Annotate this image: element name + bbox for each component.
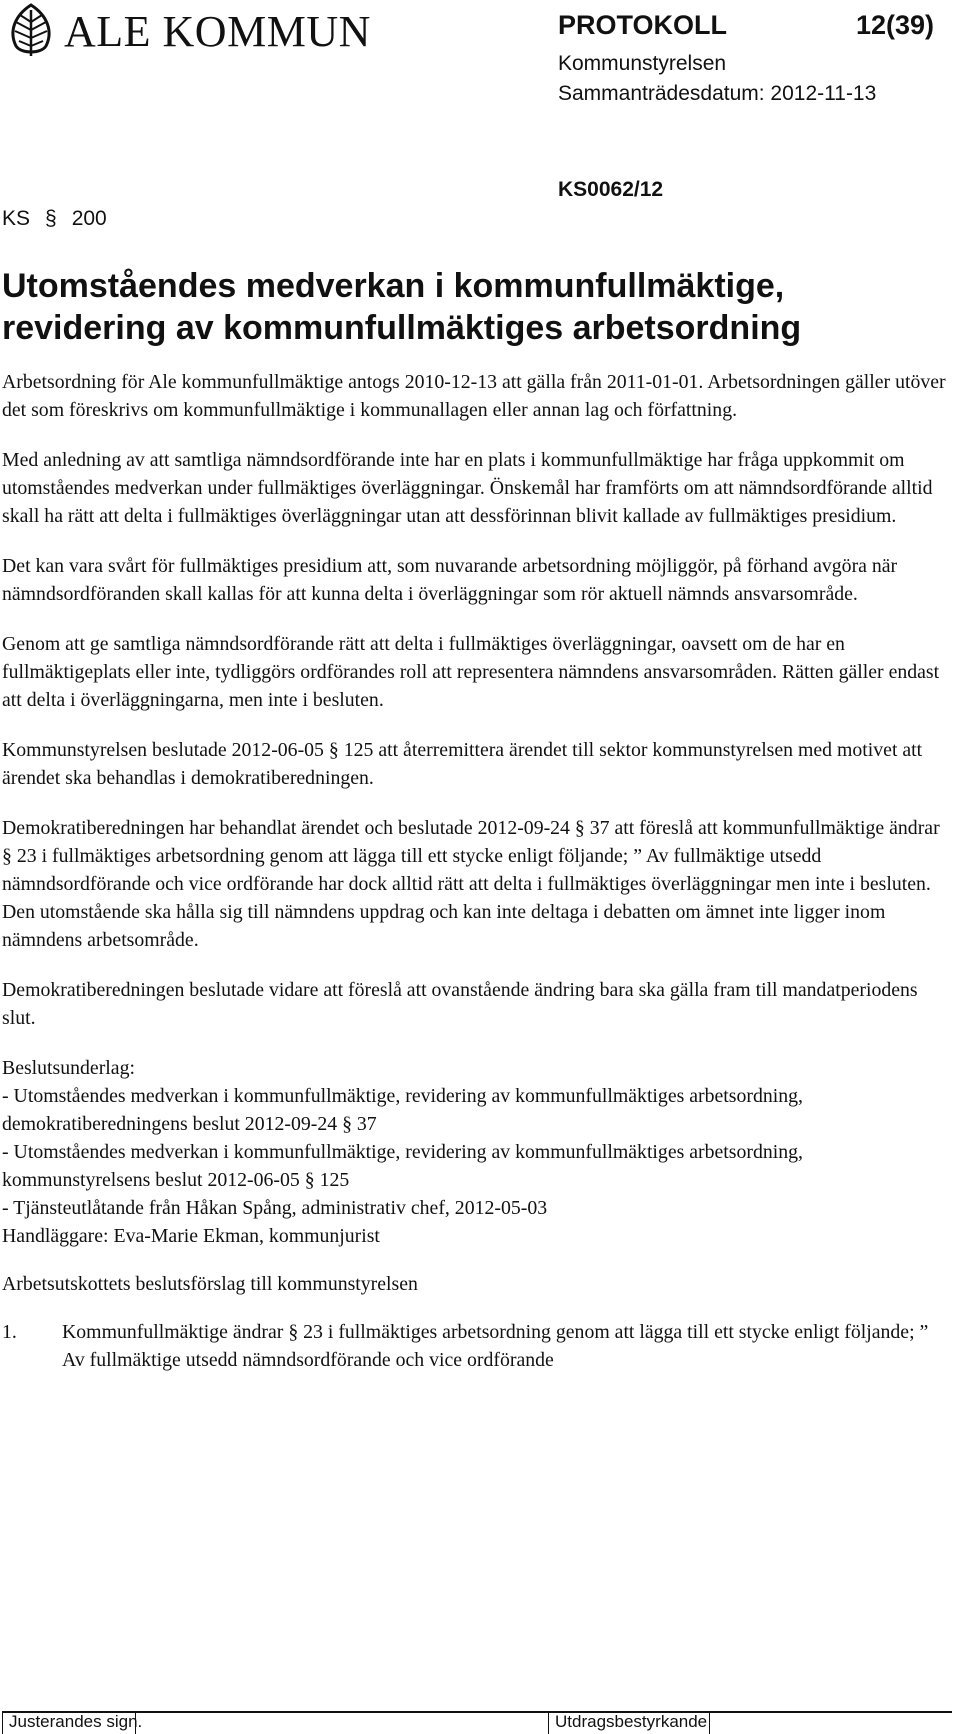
- footer-divider: [2, 1711, 952, 1713]
- p6-text-mid: 37 att föreslå att kommunfullmäktige ändrar: [584, 817, 940, 839]
- p5-symbol: §: [328, 739, 339, 761]
- paragraph-3: Det kan vara svårt för fullmäktiges presidium att, som nuvarande arbetsordning möjliggör, på förhand avgöra när nämndsordföranden skall kallas för att kunna delta i överläggningar som rör aktuell nämnds ansvarsområde.: [2, 555, 898, 605]
- case-handler: Handläggare: Eva-Marie Ekman, kommunjurist: [2, 1225, 380, 1247]
- p6-text: Demokratiberedningen har behandlat ärendet och beslutade 2012-09-24: [2, 817, 575, 839]
- basis-heading: Beslutsunderlag:: [2, 1057, 135, 1079]
- municipality-logo: [4, 2, 384, 62]
- basis-item-3: - Tjänsteutlåtande från Håkan Spång, administrativ chef, 2012-05-03: [2, 1197, 548, 1219]
- p5-text: Kommunstyrelsen beslutade 2012-06-05: [2, 739, 329, 761]
- paragraph-6: [2, 814, 947, 954]
- footer-certification-box: [548, 1712, 710, 1734]
- proposal-number: 1.: [2, 1321, 17, 1343]
- p6-symbol: §: [574, 817, 585, 839]
- basis-item-2-text: - Utomståendes medverkan i kommunfullmäktige, revidering av kommunfullmäktiges arbetsordning, kommunstyrelsens beslut 2012-06-05: [2, 1141, 803, 1191]
- basis-item-2-symbol: §: [304, 1169, 315, 1191]
- paragraph-4: Genom att ge samtliga nämndsordförande rätt att delta i fullmäktiges överläggningar, oavsett om de har en fullmäktigeplats eller inte, tydliggörs ordförandes roll att representera nämndens ansvarsområden. Rätten gäller endast att delta i överläggningarna, men inte i besluten.: [2, 633, 940, 711]
- footer-signature-box: [2, 1712, 143, 1734]
- diary-number: KS0062/12: [558, 178, 664, 201]
- basis-item-1-text: - Utomståendes medverkan i kommunfullmäktige, revidering av kommunfullmäktiges arbetsordning, demokratiberedningens beslut 2012-09-24: [2, 1085, 803, 1135]
- title-line-1: Utomståendes medverkan i kommunfullmäktige,: [2, 267, 785, 305]
- section-number: 200: [71, 207, 107, 230]
- proposal-heading: Arbetsutskottets beslutsförslag till kommunstyrelsen: [2, 1273, 418, 1295]
- p6-text-rest: 23 i fullmäktiges arbetsordning genom att lägga till ett stycke enligt följande; ” Av fullmäktige utsedd nämndsordförande och vice ordförande har dock alltid rätt att delta i fullmäktiges överläggningar men inte i besluten. Den utomstående ska hålla sig till nämndens uppdrag och kan inte deltaga i debatten om ämnet inte ligger inom nämndens arbetsområde.: [2, 845, 931, 951]
- page-number: 12(39): [855, 10, 934, 40]
- ks-prefix: KS: [2, 207, 31, 230]
- proposal-item-1: [2, 1318, 947, 1374]
- decision-basis: [2, 1054, 947, 1250]
- meeting-date: Sammanträdesdatum: 2012-11-13: [558, 82, 877, 105]
- title-line-2: revidering av kommunfullmäktiges arbetsordning: [2, 309, 802, 347]
- paragraph-5: [2, 736, 947, 792]
- page-title: [2, 265, 942, 349]
- proposal-symbol: §: [288, 1321, 299, 1343]
- paragraph-2: Med anledning av att samtliga nämndsordförande inte har en plats i kommunfullmäktige har fråga uppkommit om utomståendes medverkan under fullmäktiges överläggningar. Önskemål har framförts om att nämndsordförande alltid skall ha rätt att delta i fullmäktiges överläggningar utan att dessförinnan blivit kallade av fullmäktiges presidium.: [2, 449, 933, 527]
- document-body: [2, 368, 947, 1394]
- footer-certification-label: Utdragsbestyrkande: [555, 1712, 708, 1731]
- paragraph-1: Arbetsordning för Ale kommunfullmäktige antogs 2010-12-13 att gälla från 2011-01-01. Arbetsordningen gäller utöver det som föreskrivs om kommunfullmäktige i kommunallagen eller annan lag och författning.: [2, 371, 946, 421]
- paragraph-7: Demokratiberedningen beslutade vidare att föreslå att ovanstående ändring bara ska gälla fram till mandatperiodens slut.: [2, 979, 918, 1029]
- committee-name: Kommunstyrelsen: [558, 52, 727, 75]
- p6-symbol-2: §: [2, 845, 12, 867]
- proposal-text-rest: 23 i fullmäktiges arbetsordning genom att lägga till ett stycke enligt följande; ” Av fullmäktige utsedd nämndsordförande och vice ordförande: [62, 1321, 929, 1371]
- proposal-text: Kommunfullmäktige ändrar: [62, 1321, 289, 1343]
- basis-item-1-symbol: §: [342, 1113, 352, 1135]
- basis-item-2-num: 125: [314, 1169, 350, 1191]
- p5-text-rest: 125 att återremittera ärendet till sektor kommunstyrelsen med motivet att ärendet ska behandlas i demokratiberedningen.: [2, 739, 923, 789]
- footer-signature-label: Justerandes sign.: [9, 1712, 143, 1731]
- org-name: ALE KOMMUN: [64, 7, 371, 56]
- basis-item-2: [2, 1138, 947, 1194]
- paragraph-symbol: §: [45, 207, 57, 230]
- basis-item-1: [2, 1082, 947, 1138]
- document-type: PROTOKOLL: [558, 10, 728, 40]
- basis-item-1-num: 37: [351, 1113, 377, 1135]
- section-reference: [2, 207, 107, 231]
- leaf-emblem-icon: [4, 2, 58, 58]
